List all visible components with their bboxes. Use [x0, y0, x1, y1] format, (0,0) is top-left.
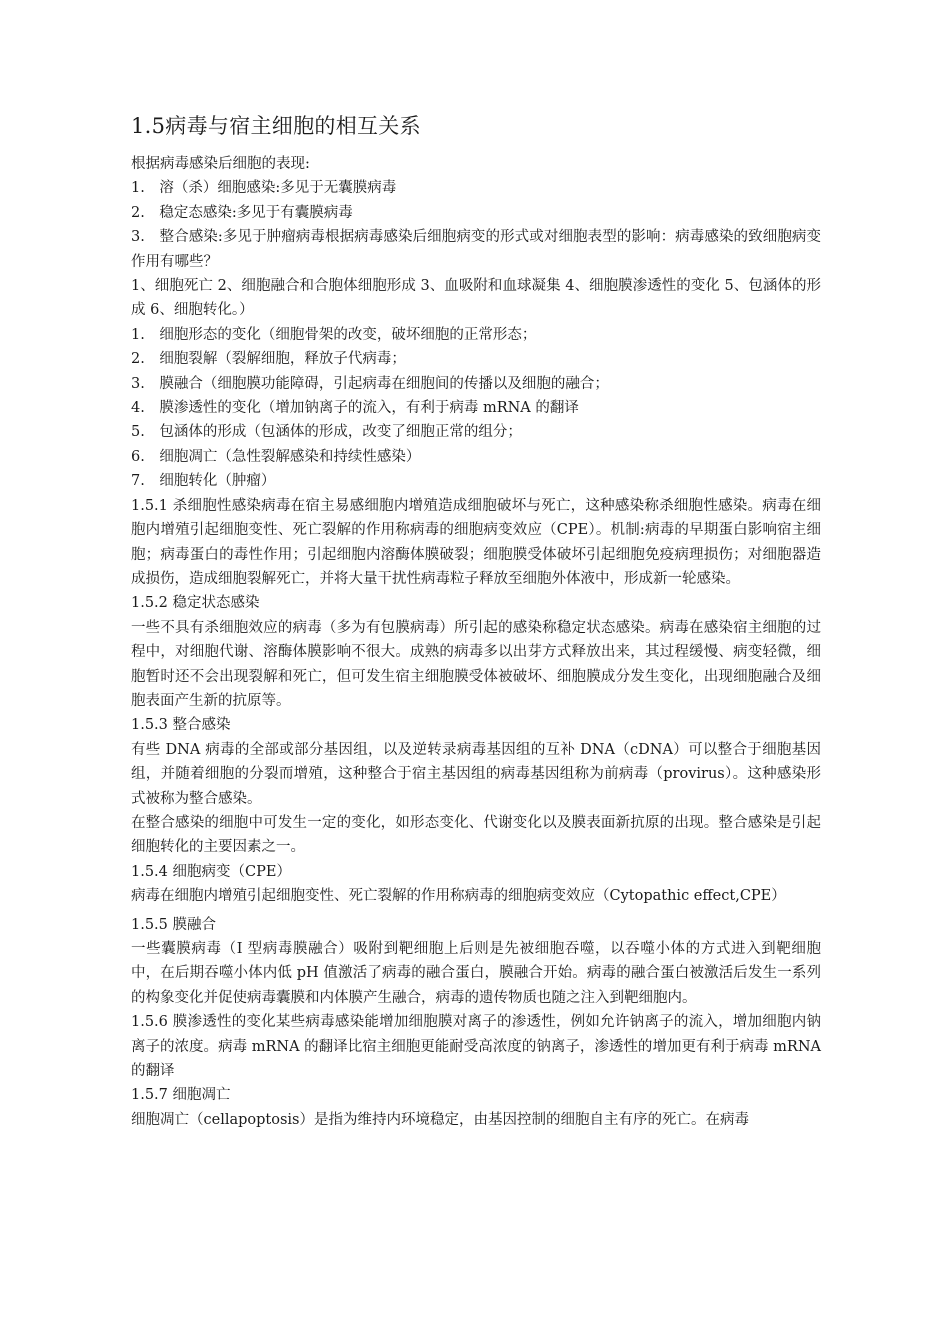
list-item: 2. 细胞裂解（裂解细胞，释放子代病毒；: [131, 351, 406, 368]
list-item: 7. 细胞转化（肿瘤）: [131, 473, 276, 490]
paragraph: 一些囊膜病毒（I 型病毒膜融合）吸附到靶细胞上后则是先被细胞吞噬，以吞噬小体的方式进入到靶细胞中，在后期吞噬小体内低 pH 值激活了病毒的融合蛋白，膜融合开始。病毒的融合蛋白被激活后发生一系列的构象变化并促使病毒囊膜和内体膜产生融合，病毒的遗传物质也随之注入到靶细胞内。: [131, 941, 821, 1006]
paragraph: 一些不具有杀细胞效应的病毒（多为有包膜病毒）所引起的感染称稳定状态感染。病毒在感染宿主细胞的过程中，对细胞代谢、溶酶体膜影响不很大。成熟的病毒多以出芽方式释放出来，其过程缓慢、病变轻微，细胞暂时还不会出现裂解和死亡，但可发生宿主细胞膜受体被破坏、细胞膜成分发生变化，出现细胞融合及细胞表面产生新的抗原等。: [131, 619, 821, 709]
subsection-heading: 1.5.5 膜融合: [131, 916, 217, 933]
section-heading: 1.5病毒与宿主细胞的相互关系: [131, 114, 421, 138]
list-item: 1. 细胞形态的变化（细胞骨架的改变，破坏细胞的正常形态；: [131, 326, 537, 343]
paragraph: 1.5.1 杀细胞性感染病毒在宿主易感细胞内增殖造成细胞破坏与死亡，这种感染称杀细胞性感染。病毒在细胞内增殖引起细胞变性、死亡裂解的作用称病毒的细胞病变效应（CPE）。机制:病毒的早期蛋白影响宿主细胞；病毒蛋白的毒性作用；引起细胞内溶酶体膜破裂；细胞膜受体破坏引起细胞免疫病理损伤；对细胞器造成损伤，造成细胞裂解死亡，并将大量干扰性病毒粒子释放至细胞外体液中，形成新一轮感染。: [131, 497, 821, 587]
document-page: [131, 110, 821, 1132]
paragraph: 细胞凋亡（cellapoptosis）是指为维持内环境稳定，由基因控制的细胞自主有序的死亡。在病毒: [131, 1111, 749, 1128]
list-item: 1. 溶（杀）细胞感染:多见于无囊膜病毒: [131, 180, 397, 197]
subsection-heading: 1.5.3 整合感染: [131, 717, 231, 734]
subsection-heading: 1.5.2 稳定状态感染: [131, 595, 260, 612]
paragraph: 1、细胞死亡 2、细胞融合和合胞体细胞形成 3、血吸附和血球凝集 4、细胞膜渗透性的变化 5、包涵体的形成 6、细胞转化。）: [131, 278, 821, 319]
paragraph: 有些 DNA 病毒的全部或部分基因组，以及逆转录病毒基因组的互补 DNA（cDNA）可以整合于细胞基因组，并随着细胞的分裂而增殖，这种整合于宿主基因组的病毒基因组称为前病毒（provirus）。这种感染形式被称为整合感染。: [131, 741, 821, 807]
paragraph: 病毒在细胞内增殖引起细胞变性、死亡裂解的作用称病毒的细胞病变效应（Cytopathic effect,CPE）: [131, 888, 786, 905]
subsection-heading: 1.5.7 细胞凋亡: [131, 1087, 231, 1104]
list-item: 5. 包涵体的形成（包涵体的形成，改变了细胞正常的组分；: [131, 424, 522, 441]
paragraph-list: [131, 152, 821, 1132]
paragraph: 1.5.6 膜渗透性的变化某些病毒感染能增加细胞膜对离子的渗透性，例如允许钠离子的流入，增加细胞内钠离子的浓度。病毒 mRNA 的翻译比宿主细胞更能耐受高浓度的钠离子，渗透性的增加更有利于病毒 mRNA 的翻译: [131, 1014, 821, 1080]
paragraph: 根据病毒感染后细胞的表现:: [131, 156, 310, 172]
list-item: 3. 膜融合（细胞膜功能障碍，引起病毒在细胞间的传播以及细胞的融合；: [131, 375, 609, 392]
paragraph: 在整合感染的细胞中可发生一定的变化，如形态变化、代谢变化以及膜表面新抗原的出现。整合感染是引起细胞转化的主要因素之一。: [131, 814, 821, 856]
list-item: 4. 膜渗透性的变化（增加钠离子的流入，有利于病毒 mRNA 的翻译: [131, 400, 579, 417]
list-item: 2. 稳定态感染:多见于有囊膜病毒: [131, 204, 353, 221]
list-item: 6. 细胞凋亡（急性裂解感染和持续性感染）: [131, 448, 421, 465]
list-item: 3. 整合感染:多见于肿瘤病毒根据病毒感染后细胞病变的形式或对细胞表型的影响：病毒感染的致细胞病变作用有哪些？: [131, 229, 821, 270]
subsection-heading: 1.5.4 细胞病变（CPE）: [131, 863, 291, 880]
